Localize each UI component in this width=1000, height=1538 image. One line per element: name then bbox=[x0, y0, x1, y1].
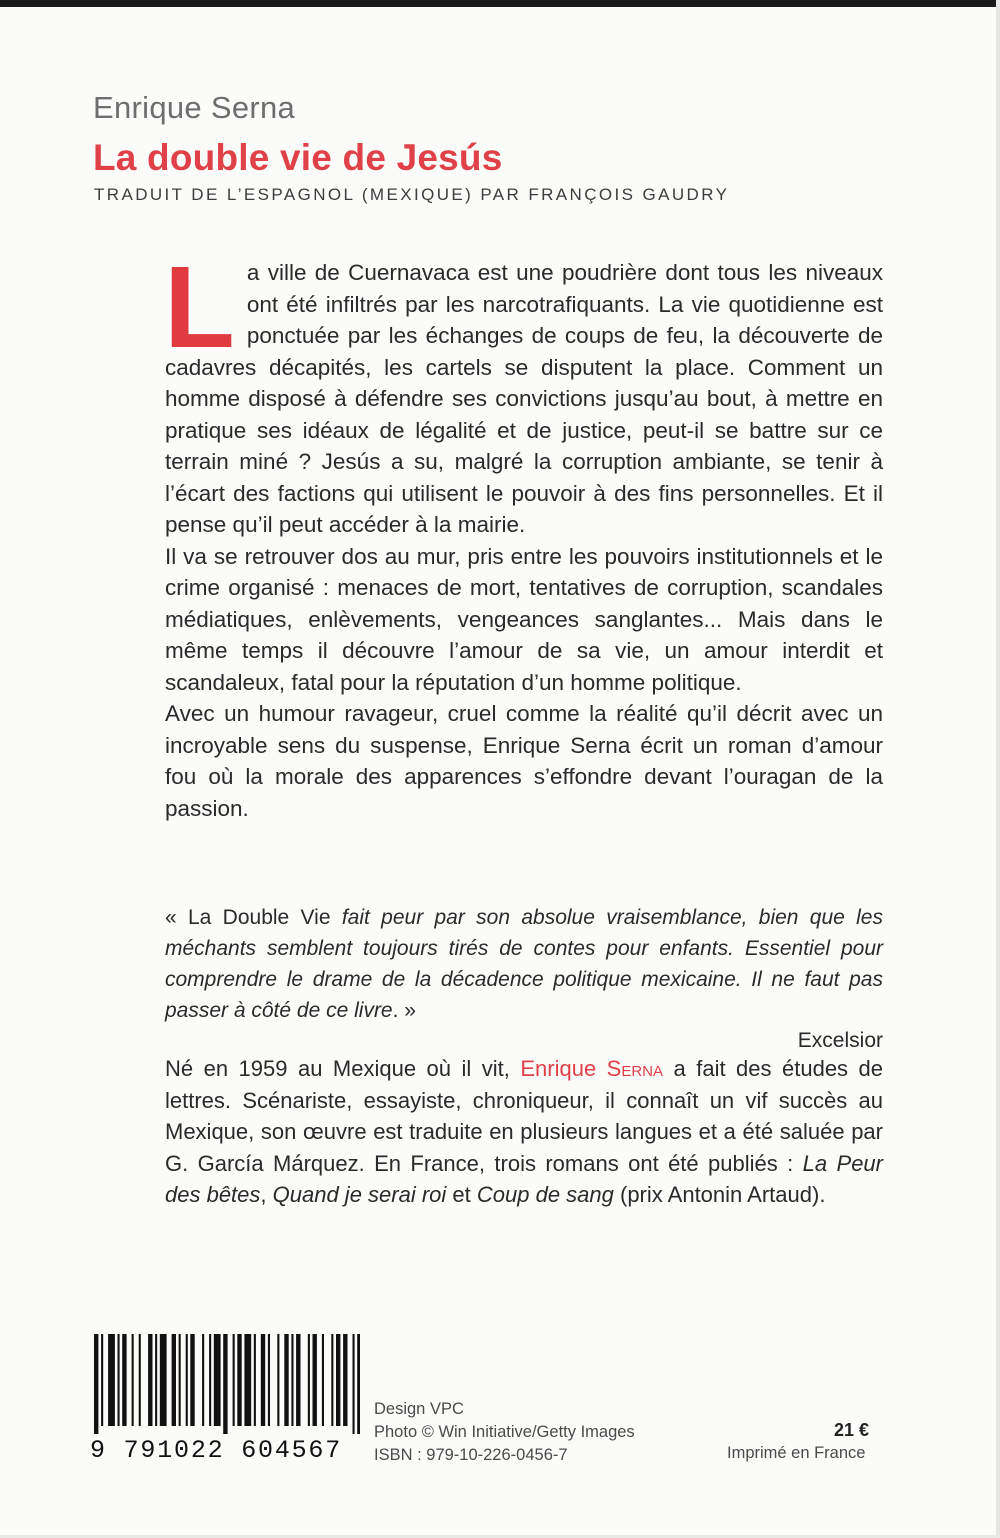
bio-book-1: La Peur des bêtes bbox=[165, 1150, 883, 1207]
author-name: Enrique Serna bbox=[93, 90, 296, 125]
barcode-bar bbox=[122, 1334, 126, 1426]
barcode-bar bbox=[108, 1334, 115, 1426]
translator-line: TRADUIT DE L’ESPAGNOL (MEXIQUE) PAR FRANÇOIS GAUDRY bbox=[94, 185, 730, 204]
barcode-bar bbox=[209, 1334, 211, 1426]
photo-credit: Photo © Win Initiative/Getty Images bbox=[374, 1423, 635, 1441]
quote-text: fait peur par son absolue vraisemblance, bien que les méchants semblent toujours tirés de contes pour enfants. Essentiel pour comprendre le drame de la décadence politique mexicaine. Il ne faut pas passer à côté de ce livre bbox=[165, 906, 883, 1022]
quote-open: « La Double Vie bbox=[165, 906, 342, 929]
barcode-bar bbox=[296, 1334, 300, 1426]
bio-text-2: a fait des études de lettres. Scénariste, essayiste, chroniqueur, il connaît un vif succès au Mexique, son œuvre est traduite en plusieurs langues et a été saluée par G. García Márquez. En France, trois romans ont été publiés : bbox=[165, 1056, 884, 1176]
barcode-bar bbox=[101, 1334, 103, 1426]
barcode-bar bbox=[172, 1334, 176, 1426]
barcode-bar bbox=[233, 1334, 235, 1426]
bio-author-name bbox=[520, 1056, 663, 1081]
barcode-bar bbox=[244, 1334, 251, 1426]
quote-close: . » bbox=[392, 999, 416, 1022]
summary-paragraph-3: Avec un humour ravageur, cruel comme la réalité qu’il décrit avec un incroyable sens du suspense, Enrique Serna écrit un roman d’amour fou où la morale des apparences s’effondre devant l’ouragan de la passion. bbox=[165, 701, 883, 821]
barcode-bar bbox=[237, 1334, 241, 1426]
barcode bbox=[92, 1334, 360, 1434]
barcode-bar bbox=[148, 1334, 152, 1426]
summary-p1-text: a ville de Cuernavaca est une poudrière dont tous les niveaux ont été infiltrés par les narcotrafiquants. La vie quotidienne est ponctuée par les échanges de coups de feu, la découverte de cadavres décapités, les cartels se disputent la place. Comment un homme disposé à défendre ses convictions jusqu’au bout, à mettre en pratique ses idéaux de légalité et de justice, peut-il se battre sur ce terrain miné ? Jesús a su, malgré la corruption ambiante, se tenir à l’écart des factions qui utilisent le pouvoir à des fins personnelles. Et il pense qu’il peut accéder à la mairie. bbox=[165, 260, 883, 537]
credits bbox=[374, 1398, 635, 1467]
barcode-bar bbox=[254, 1334, 256, 1426]
barcode-bar bbox=[313, 1334, 317, 1426]
bio-text-1: Né en 1959 au Mexique où il vit, bbox=[165, 1056, 521, 1081]
barcode-bar bbox=[214, 1334, 221, 1426]
barcode-bar bbox=[179, 1334, 181, 1426]
barcode-bar bbox=[94, 1334, 98, 1434]
drop-cap: L bbox=[164, 242, 235, 372]
barcode-bar bbox=[308, 1334, 310, 1426]
barcode-bar bbox=[155, 1334, 157, 1426]
top-edge-band bbox=[0, 0, 1000, 7]
bio-author-first: Enrique bbox=[520, 1056, 607, 1081]
bio-sep-2: et bbox=[446, 1182, 477, 1207]
right-edge-shadow bbox=[996, 0, 1000, 1538]
quote-source: Excelsior bbox=[797, 1029, 883, 1052]
barcode-bar bbox=[343, 1334, 347, 1426]
summary-paragraph-2: Il va se retrouver dos au mur, pris entre les pouvoirs institutionnels et le crime organisé : menaces de mort, tentatives de corruption, scandales médiatiques, enlèvements, vengeances sanglantes... Mais dans le même temps il découvre l’amour de sa vie, un amour interdit et scandaleux, fatal pour la réputation d’un homme politique. bbox=[165, 543, 883, 695]
barcode-bar bbox=[132, 1334, 134, 1426]
barcode-bar bbox=[190, 1334, 194, 1426]
barcode-bar bbox=[322, 1334, 324, 1426]
barcode-bar bbox=[277, 1334, 279, 1426]
book-title: La double vie de Jesús bbox=[93, 137, 503, 178]
bio-book-3: Coup de sang bbox=[476, 1182, 614, 1207]
barcode-number: 9 791022 604567 bbox=[90, 1436, 343, 1465]
bio-book-2: Quand je serai roi bbox=[272, 1182, 447, 1207]
barcode-bar bbox=[118, 1334, 120, 1426]
price: 21 € bbox=[834, 1420, 870, 1440]
barcode-bar bbox=[336, 1334, 340, 1426]
barcode-bar bbox=[331, 1334, 333, 1426]
printed-in: Imprimé en France bbox=[727, 1444, 866, 1462]
barcode-bar bbox=[268, 1334, 270, 1426]
bio-author-last: Serna bbox=[606, 1056, 664, 1081]
barcode-bar bbox=[139, 1334, 141, 1426]
summary-paragraph-1 bbox=[164, 242, 883, 541]
design-credit: Design VPC bbox=[374, 1400, 464, 1418]
barcode-bar bbox=[223, 1334, 227, 1434]
summary-text bbox=[164, 242, 883, 824]
bio-sep-1: , bbox=[260, 1182, 273, 1207]
barcode-bar bbox=[160, 1334, 167, 1426]
barcode-bar bbox=[284, 1334, 288, 1426]
barcode-bar bbox=[353, 1334, 355, 1434]
barcode-bars bbox=[92, 1334, 360, 1434]
barcode-bar bbox=[186, 1334, 188, 1426]
barcode-bar bbox=[357, 1334, 360, 1434]
press-quote bbox=[165, 902, 883, 1056]
isbn-text: ISBN : 979-10-226-0456-7 bbox=[374, 1446, 568, 1464]
barcode-bar bbox=[291, 1334, 293, 1426]
bio-text-3: (prix Antonin Artaud). bbox=[613, 1182, 826, 1207]
barcode-bar bbox=[261, 1334, 265, 1426]
barcode-bar bbox=[202, 1334, 204, 1426]
author-bio bbox=[165, 1053, 883, 1211]
